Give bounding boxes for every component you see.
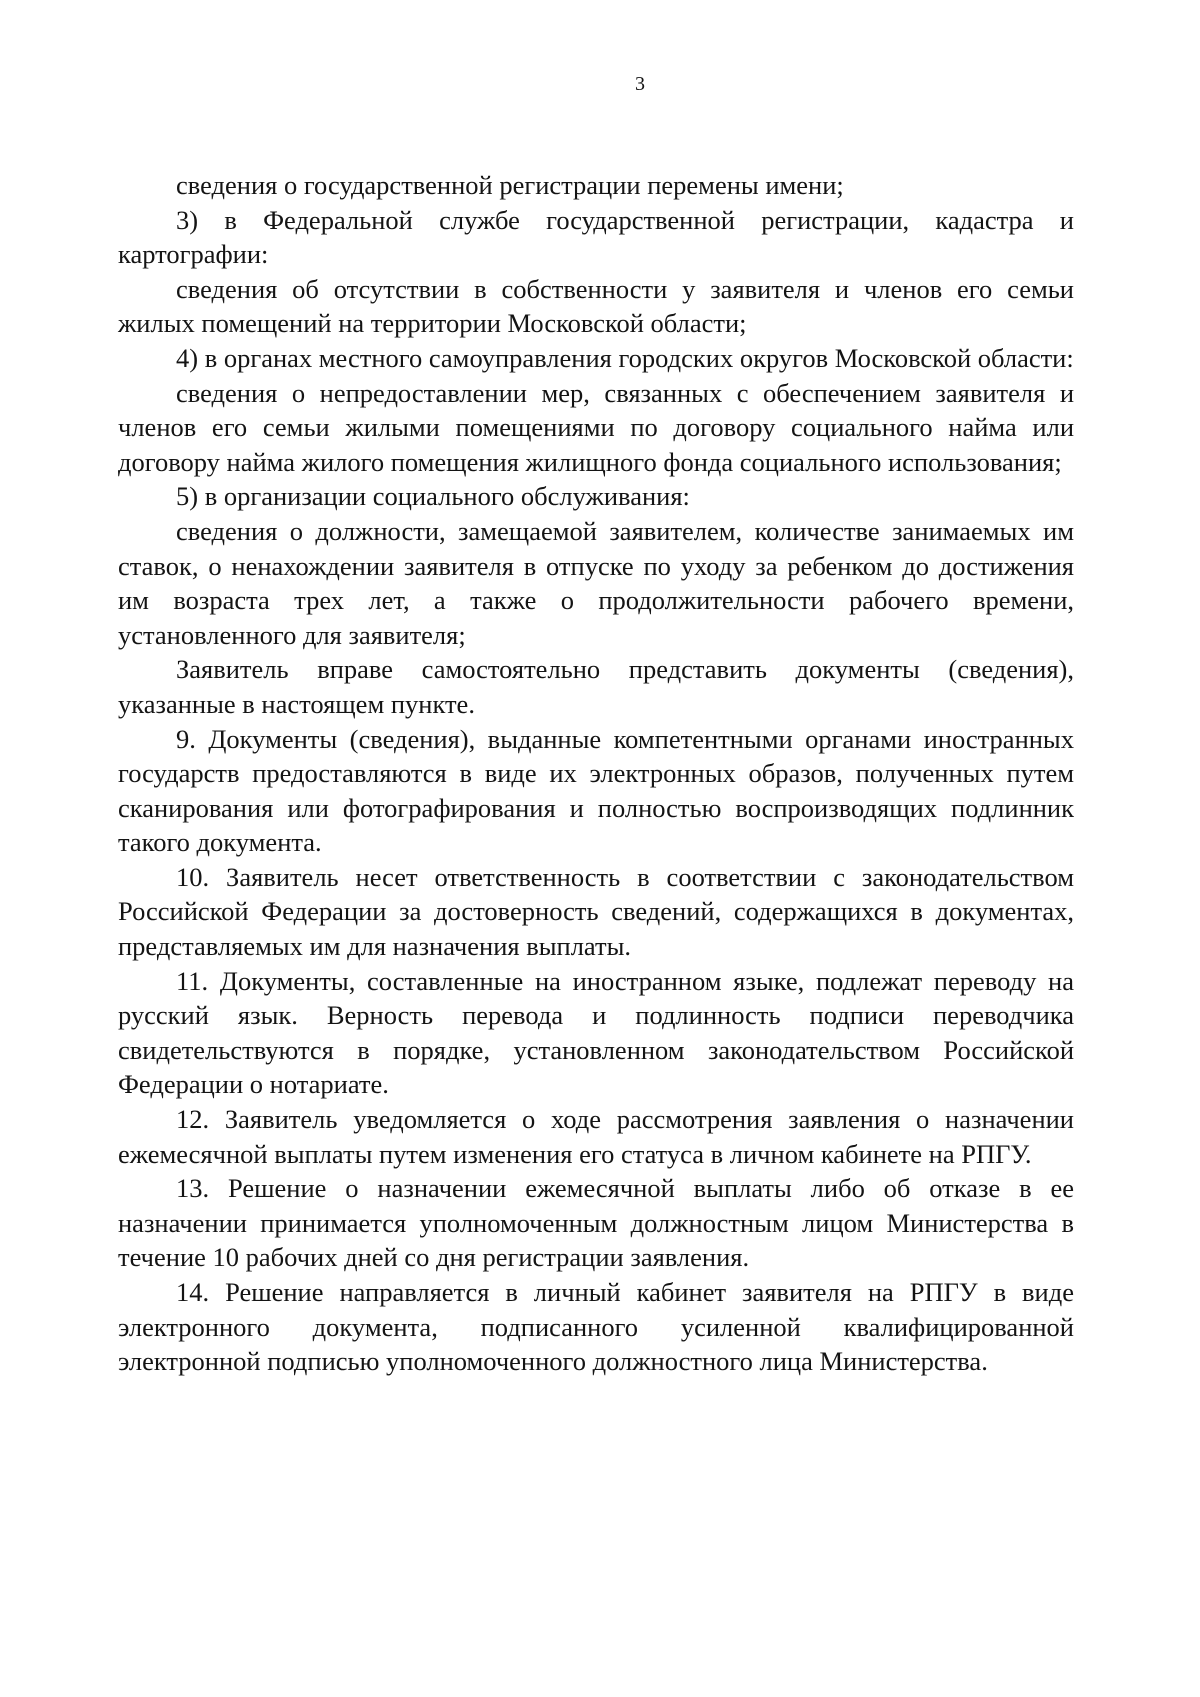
paragraph-name-change-info: сведения о государственной регистрации перемены имени;: [176, 170, 844, 200]
paragraph-clause-13: 13. Решение о назначении ежемесячной выплаты либо об отказе в ее назначении принимается уполномоченным должностным лицом Министерства в течение 10 рабочих дней со дня регистрации заявления.: [118, 1173, 1074, 1273]
paragraph-clause-14: 14. Решение направляется в личный кабинет заявителя на РПГУ в виде электронного документа, подписанного усиленной квалифицированной электронной подписью уполномоченного должностного лица Министерства.: [118, 1277, 1074, 1377]
paragraph-item-3-rosreestr: 3) в Федеральной службе государственной регистрации, кадастра и картографии:: [118, 204, 1074, 270]
paragraph-clause-11: 11. Документы, составленные на иностранном языке, подлежат переводу на русский язык. Верность перевода и подлинность подписи переводчика свидетельствуются в порядке, установленном законодательством Российской Федерации о нотариате.: [118, 965, 1074, 1100]
page-number: 3: [635, 73, 645, 95]
paragraph-position-info: сведения о должности, замещаемой заявителем, количестве занимаемых им ставок, о ненахождении заявителя в отпуске по уходу за ребенком до достижения им возраста трех лет, а также о продолжительности рабочего времени, установленного для заявителя;: [118, 515, 1074, 650]
paragraph-self-submission: Заявитель вправе самостоятельно представить документы (сведения), указанные в настоящем пункте.: [118, 654, 1074, 719]
paragraph-item-4-local-government: 4) в органах местного самоуправления городских округов Московской области:: [176, 342, 1074, 373]
paragraph-housing-measures-info: сведения о непредоставлении мер, связанных с обеспечением заявителя и членов его семьи жилыми помещениями по договору социального найма или договору найма жилого помещения жилищного фонда социального использования;: [118, 377, 1074, 477]
paragraph-clause-9: 9. Документы (сведения), выданные компетентными органами иностранных государств предоставляются в виде их электронных образов, полученных путем сканирования или фотографирования и полностью воспроизводящих подлинник такого документа.: [118, 723, 1074, 858]
document-body: [118, 168, 1074, 1379]
paragraph-no-property-info: сведения об отсутствии в собственности у заявителя и членов его семьи жилых помещений на территории Московской области;: [118, 273, 1074, 339]
paragraph-clause-12: 12. Заявитель уведомляется о ходе рассмотрения заявления о назначении ежемесячной выплаты путем изменения его статуса в личном кабинете на РПГУ.: [118, 1104, 1074, 1169]
paragraph-item-5-social-service: 5) в организации социального обслуживания:: [176, 481, 690, 512]
paragraph-clause-10: 10. Заявитель несет ответственность в соответствии с законодательством Российской Федерации за достоверность сведений, содержащихся в документах, представляемых им для назначения выплаты.: [118, 861, 1074, 962]
